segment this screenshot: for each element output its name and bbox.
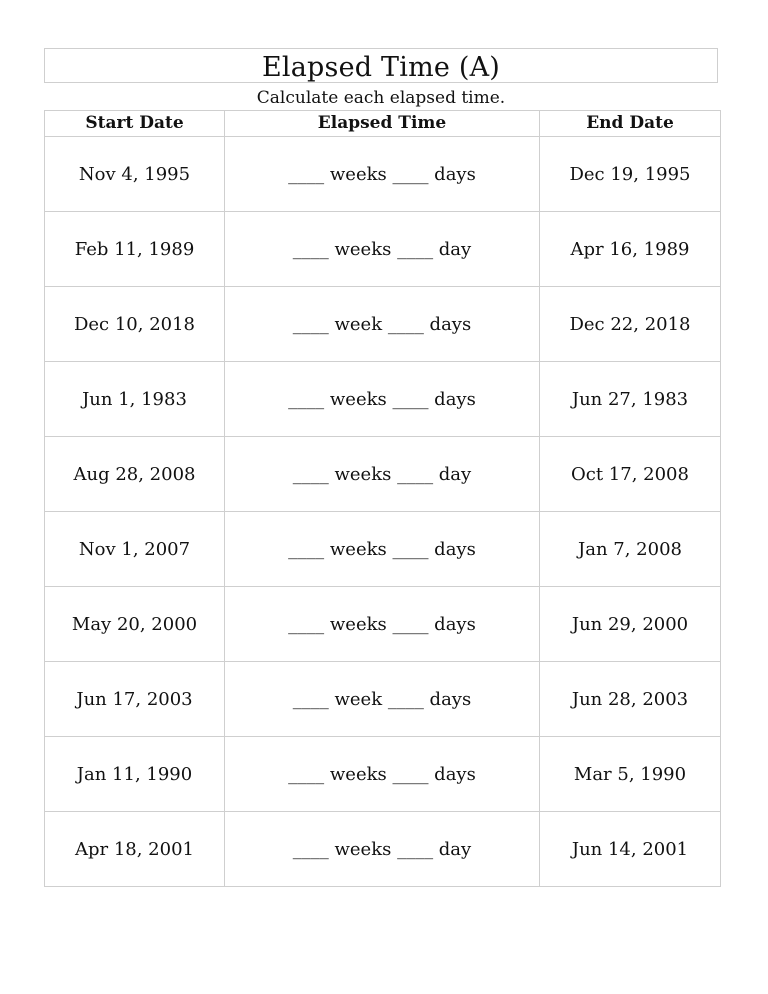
table-row bbox=[45, 512, 721, 587]
elapsed-time-cell: ____ weeks ____ day bbox=[225, 812, 540, 887]
start-date-cell: Apr 18, 2001 bbox=[45, 812, 225, 887]
elapsed-time-cell: ____ weeks ____ days bbox=[225, 362, 540, 437]
elapsed-time-table bbox=[44, 110, 721, 887]
column-header-start-date: Start Date bbox=[45, 111, 225, 137]
end-date-cell: Jun 28, 2003 bbox=[540, 662, 721, 737]
column-header-elapsed-time: Elapsed Time bbox=[225, 111, 540, 137]
elapsed-time-cell: ____ weeks ____ days bbox=[225, 512, 540, 587]
end-date-cell: Jun 27, 1983 bbox=[540, 362, 721, 437]
start-date-cell: Aug 28, 2008 bbox=[45, 437, 225, 512]
table-row bbox=[45, 812, 721, 887]
table-row bbox=[45, 362, 721, 437]
table-row bbox=[45, 437, 721, 512]
table-row bbox=[45, 587, 721, 662]
table-row bbox=[45, 212, 721, 287]
end-date-cell: Jun 14, 2001 bbox=[540, 812, 721, 887]
worksheet-title: Elapsed Time (A) bbox=[262, 52, 500, 83]
start-date-cell: Jun 1, 1983 bbox=[45, 362, 225, 437]
worksheet-instructions: Calculate each elapsed time. bbox=[256, 88, 506, 108]
column-header-end-date: End Date bbox=[540, 111, 721, 137]
start-date-cell: Jun 17, 2003 bbox=[45, 662, 225, 737]
header-row bbox=[45, 111, 721, 137]
end-date-cell: Mar 5, 1990 bbox=[540, 737, 721, 812]
end-date-cell: Jun 29, 2000 bbox=[540, 587, 721, 662]
end-date-cell: Jan 7, 2008 bbox=[540, 512, 721, 587]
table-row bbox=[45, 737, 721, 812]
start-date-cell: Nov 4, 1995 bbox=[45, 137, 225, 212]
end-date-cell: Oct 17, 2008 bbox=[540, 437, 721, 512]
elapsed-time-cell: ____ weeks ____ days bbox=[225, 587, 540, 662]
title-box bbox=[44, 48, 718, 83]
end-date-cell: Apr 16, 1989 bbox=[540, 212, 721, 287]
elapsed-time-cell: ____ weeks ____ day bbox=[225, 437, 540, 512]
end-date-cell: Dec 19, 1995 bbox=[540, 137, 721, 212]
elapsed-time-cell: ____ weeks ____ days bbox=[225, 737, 540, 812]
table-row bbox=[45, 662, 721, 737]
start-date-cell: Dec 10, 2018 bbox=[45, 287, 225, 362]
elapsed-time-cell: ____ weeks ____ days bbox=[225, 137, 540, 212]
start-date-cell: Nov 1, 2007 bbox=[45, 512, 225, 587]
start-date-cell: May 20, 2000 bbox=[45, 587, 225, 662]
table-row bbox=[45, 287, 721, 362]
elapsed-time-cell: ____ weeks ____ day bbox=[225, 212, 540, 287]
start-date-cell: Jan 11, 1990 bbox=[45, 737, 225, 812]
end-date-cell: Dec 22, 2018 bbox=[540, 287, 721, 362]
table-row bbox=[45, 137, 721, 212]
elapsed-time-cell: ____ week ____ days bbox=[225, 287, 540, 362]
start-date-cell: Feb 11, 1989 bbox=[45, 212, 225, 287]
elapsed-time-cell: ____ week ____ days bbox=[225, 662, 540, 737]
